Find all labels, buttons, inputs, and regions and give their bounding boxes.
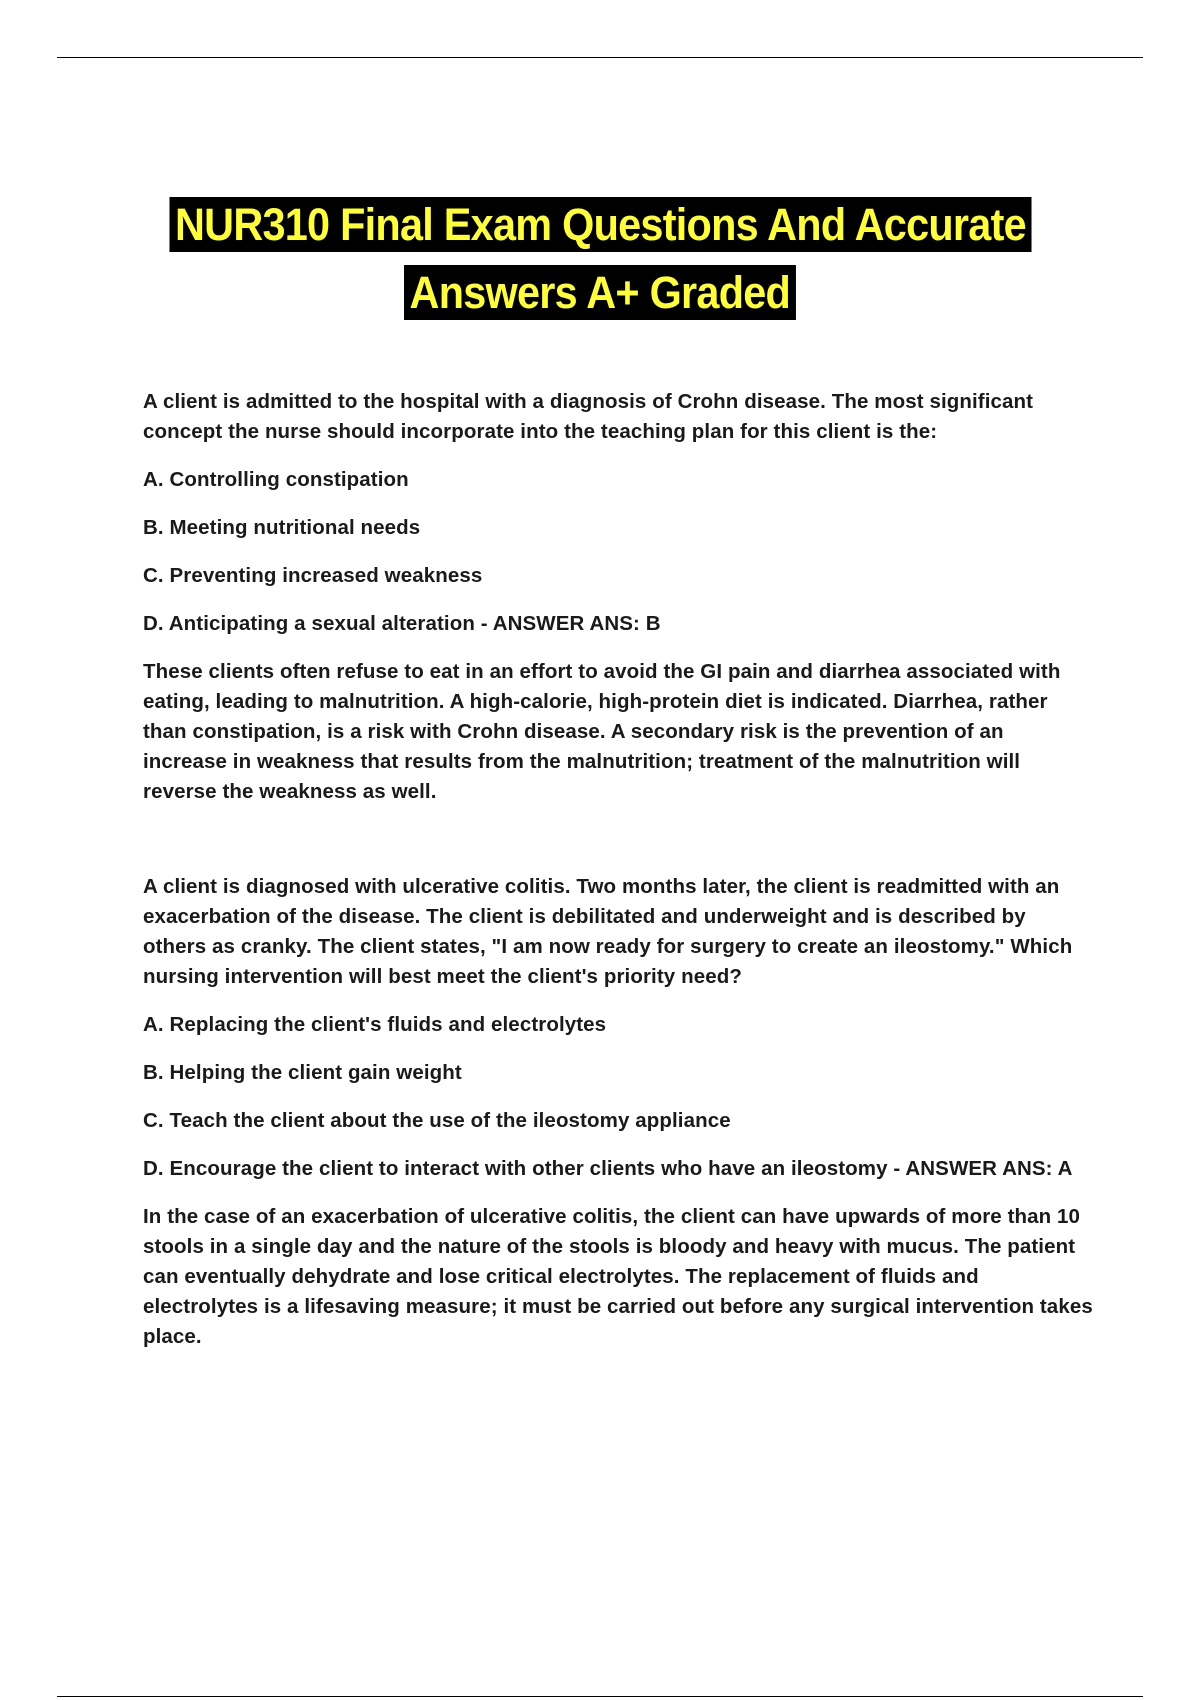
title-line-2: Answers A+ Graded	[404, 265, 796, 320]
answer-option-a: A. Replacing the client's fluids and electrolytes	[143, 1013, 607, 1036]
question-stem: A client is diagnosed with ulcerative colitis. Two months later, the client is readmitted with an exacerbation of the disease. The client is debilitated and underweight and is described by others as cranky. The client states, "I am now ready for surgery to create an ileostomy." Which nursing intervention will best meet the client's priority need?	[143, 875, 1073, 988]
question-stem: A client is admitted to the hospital with a diagnosis of Crohn disease. The most significant concept the nurse should incorporate into the teaching plan for this client is the:	[143, 390, 1034, 443]
answer-option-c: C. Preventing increased weakness	[143, 564, 483, 587]
question-block-1	[143, 387, 1093, 807]
answer-option-b: B. Meeting nutritional needs	[143, 516, 421, 539]
answer-option-c: C. Teach the client about the use of the ileostomy appliance	[143, 1109, 731, 1132]
answer-option-d: D. Encourage the client to interact with other clients who have an ileostomy - ANSWER ANS: A	[143, 1157, 1073, 1180]
question-block-2	[143, 872, 1093, 1352]
footer-rule	[57, 1696, 1143, 1697]
document-body	[143, 387, 1093, 1370]
document-title	[100, 193, 1100, 329]
answer-option-a: A. Controlling constipation	[143, 468, 409, 491]
answer-option-b: B. Helping the client gain weight	[143, 1061, 462, 1084]
header-rule	[57, 57, 1143, 58]
answer-rationale: In the case of an exacerbation of ulcerative colitis, the client can have upwards of more than 10 stools in a single day and the nature of the stools is bloody and heavy with mucus. The patient can eventually dehydrate and lose critical electrolytes. The replacement of fluids and electrolytes is a lifesaving measure; it must be carried out before any surgical intervention takes place.	[143, 1205, 1093, 1348]
answer-rationale: These clients often refuse to eat in an effort to avoid the GI pain and diarrhea associated with eating, leading to malnutrition. A high-calorie, high-protein diet is indicated. Diarrhea, rather than constipation, is a risk with Crohn disease. A secondary risk is the prevention of an increase in weakness that results from the malnutrition; treatment of the malnutrition will reverse the weakness as well.	[143, 660, 1061, 803]
answer-option-d: D. Anticipating a sexual alteration - ANSWER ANS: B	[143, 612, 661, 635]
title-line-1: NUR310 Final Exam Questions And Accurate	[169, 197, 1031, 252]
